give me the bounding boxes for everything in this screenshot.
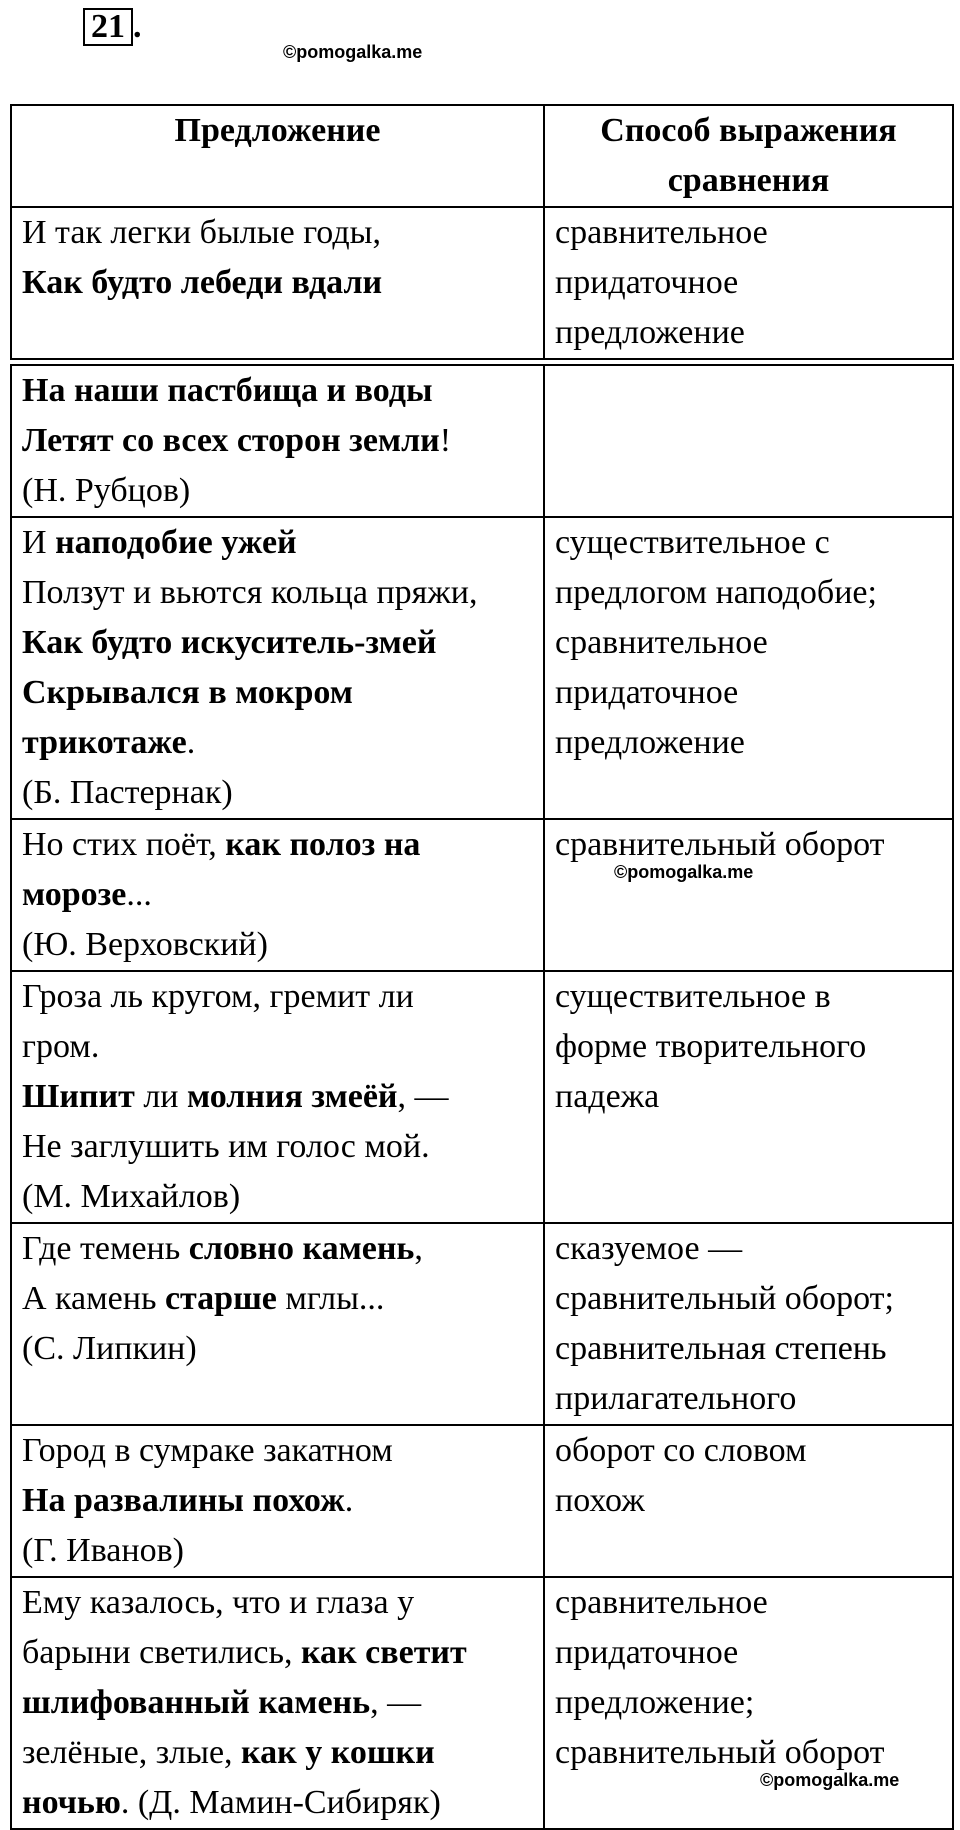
header-method-line-2: сравнения (667, 162, 830, 199)
sentence-line (22, 1072, 533, 1122)
sentence-text: мглы... (276, 1280, 385, 1317)
sentence-line (22, 1678, 533, 1728)
table-row (11, 1223, 953, 1425)
sentence-text: А камень (22, 1280, 165, 1317)
header-sentence: Предложение (11, 105, 544, 207)
comparison-highlight: Как будто искуситель-змей (22, 624, 437, 661)
header-method-line-1: Способ выражения (600, 112, 897, 149)
sentence-line (22, 1526, 533, 1576)
comparison-highlight: На наши пастбища и воды (22, 372, 433, 409)
sentence-line (22, 870, 533, 920)
sentence-line (22, 1728, 533, 1778)
sentence-line (22, 416, 533, 466)
sentence-line (22, 1426, 533, 1476)
comparison-table (10, 364, 954, 1830)
method-line: придаточное (555, 674, 739, 711)
comparison-highlight: шлифованный камень (22, 1684, 371, 1721)
comparison-highlight: как у кошки (241, 1734, 435, 1771)
method-line: сравнительный оборот; (555, 1280, 894, 1317)
sentence-cell (11, 1425, 544, 1577)
header-method (544, 105, 953, 207)
comparison-highlight: старше (164, 1280, 277, 1317)
sentence-line (22, 920, 533, 970)
sentence-line (22, 1628, 533, 1678)
sentence-line (22, 718, 533, 768)
sentence-text: Ему казалось, что и глаза у (22, 1584, 415, 1621)
comparison-highlight: На развалины похож (22, 1482, 345, 1519)
sentence-line (22, 466, 533, 516)
watermark: ©pomogalka.me (614, 862, 754, 882)
method-line: оборот со словом (555, 1432, 807, 1469)
method-line: предложение (555, 724, 745, 761)
comparison-highlight: морозе (22, 876, 127, 913)
method-line: сравнительное (555, 1584, 768, 1621)
sentence-line (22, 1122, 533, 1172)
method-cell (544, 365, 953, 517)
sentence-line (22, 618, 533, 668)
task-number-dot: . (133, 8, 142, 45)
sentence-text: И так легки былые годы, (22, 214, 381, 251)
table-row (11, 971, 953, 1223)
comparison-highlight: трикотаже (22, 724, 187, 761)
sentence-line (22, 1224, 533, 1274)
method-line: сравнительная степень (555, 1330, 887, 1367)
method-line: предложение (555, 314, 745, 351)
method-line: придаточное (555, 264, 739, 301)
sentence-line (22, 972, 533, 1022)
method-line: сравнительный оборот (555, 1734, 885, 1771)
comparison-highlight: ночью (22, 1784, 121, 1821)
sentence-cell (11, 971, 544, 1223)
table-header-row (11, 105, 953, 207)
method-line: сравнительное (555, 624, 768, 661)
sentence-line (22, 568, 533, 618)
sentence-text: гром. (22, 1028, 100, 1065)
method-cell (544, 207, 953, 359)
comparison-table-header-part (10, 104, 954, 360)
sentence-cell (11, 819, 544, 971)
sentence-text: Где темень (22, 1230, 189, 1267)
sentence-text: , — (397, 1078, 449, 1115)
sentence-line (22, 768, 533, 818)
sentence-line (22, 258, 533, 308)
sentence-text: , (414, 1230, 423, 1267)
method-line: сравнительный оборот (555, 826, 885, 863)
sentence-line (22, 1172, 533, 1222)
sentence-cell (11, 517, 544, 819)
method-cell (544, 819, 953, 971)
method-line: сравнительное (555, 214, 768, 251)
sentence-text: (Ю. Верховский) (22, 926, 268, 963)
sentence-line (22, 1022, 533, 1072)
comparison-highlight: Летят со всех сторон земли (22, 422, 440, 459)
sentence-line (22, 208, 533, 258)
method-cell (544, 517, 953, 819)
method-line: существительное в (555, 978, 831, 1015)
comparison-highlight: как полоз на (225, 826, 421, 863)
sentence-text: И (22, 524, 56, 561)
sentence-text: . (344, 1482, 354, 1519)
sentence-text: ... (126, 876, 152, 913)
sentence-text: Город в сумраке закатном (22, 1432, 393, 1469)
task-number-box: 21 (83, 8, 133, 46)
sentence-text: . (186, 724, 196, 761)
sentence-text: барыни светились, (22, 1634, 301, 1671)
comparison-highlight: наподобие ужей (55, 524, 297, 561)
method-cell (544, 1223, 953, 1425)
sentence-text: . (Д. Мамин-Сибиряк) (120, 1784, 441, 1821)
task-number (83, 8, 142, 46)
comparison-highlight: Как будто лебеди вдали (22, 264, 383, 301)
watermark: ©pomogalka.me (283, 42, 423, 62)
comparison-highlight: как светит (300, 1634, 467, 1671)
comparison-highlight: молния змеёй (186, 1078, 398, 1115)
comparison-highlight: Скрывался в мокром (22, 674, 353, 711)
sentence-text: зелёные, злые, (22, 1734, 242, 1771)
sentence-text: Ползут и вьются кольца пряжи, (22, 574, 478, 611)
sentence-text: ли (134, 1078, 187, 1115)
method-line: предложение; (555, 1684, 755, 1721)
table-row (11, 517, 953, 819)
sentence-text: Но стих поёт, (22, 826, 226, 863)
method-line: прилагательного (555, 1380, 797, 1417)
method-line: придаточное (555, 1634, 739, 1671)
sentence-text: ! (439, 422, 452, 459)
table-row (11, 1577, 953, 1829)
sentence-cell (11, 365, 544, 517)
sentence-line (22, 1778, 533, 1828)
method-cell (544, 1577, 953, 1829)
method-cell (544, 971, 953, 1223)
sentence-line (22, 1578, 533, 1628)
sentence-line (22, 1476, 533, 1526)
sentence-line (22, 820, 533, 870)
sentence-line (22, 518, 533, 568)
sentence-text: (С. Липкин) (22, 1330, 197, 1367)
sentence-cell (11, 1223, 544, 1425)
sentence-cell (11, 207, 544, 359)
table-row (11, 207, 953, 359)
method-cell (544, 1425, 953, 1577)
method-line: похож (555, 1482, 645, 1519)
method-line: падежа (555, 1078, 660, 1115)
method-line: предлогом наподобие; (555, 574, 877, 611)
sentence-text: (Г. Иванов) (22, 1532, 184, 1569)
table-row (11, 1425, 953, 1577)
method-line: сказуемое — (555, 1230, 743, 1267)
sentence-text: (Б. Пастернак) (22, 774, 233, 811)
watermark: ©pomogalka.me (760, 1770, 900, 1790)
sentence-text: (Н. Рубцов) (22, 472, 191, 509)
sentence-cell (11, 1577, 544, 1829)
sentence-line (22, 1274, 533, 1324)
comparison-highlight: Шипит (22, 1078, 135, 1115)
method-line: форме творительного (555, 1028, 867, 1065)
table-row (11, 819, 953, 971)
sentence-text: Гроза ль кругом, гремит ли (22, 978, 414, 1015)
comparison-highlight: словно камень (188, 1230, 415, 1267)
sentence-line (22, 668, 533, 718)
method-line: существительное с (555, 524, 830, 561)
sentence-line (22, 366, 533, 416)
sentence-text: Не заглушить им голос мой. (22, 1128, 430, 1165)
sentence-text: (М. Михайлов) (22, 1178, 241, 1215)
sentence-text: , — (370, 1684, 422, 1721)
table-row (11, 365, 953, 517)
sentence-line (22, 1324, 533, 1374)
